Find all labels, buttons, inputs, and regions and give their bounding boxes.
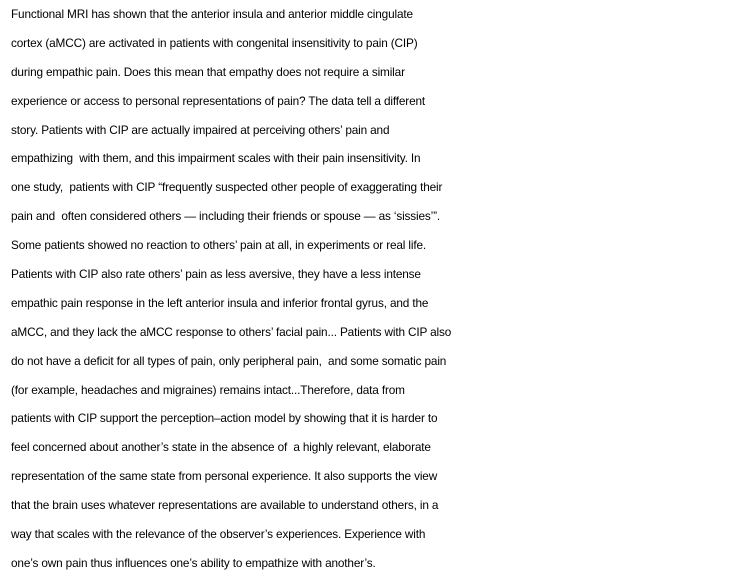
text-line: experience or access to personal representations of pain? The data tell a different — [11, 93, 426, 108]
text-line: one study, patients with CIP “frequently suspected other people of exaggerating their — [11, 180, 443, 195]
text-line: empathizing with them, and this impairment scales with their pain insensitivity. In — [11, 151, 421, 166]
text-line: that the brain uses whatever representations are available to understand others, in a — [11, 498, 439, 513]
text-line: one’s own pain thus influences one’s ability to empathize with another’s. — [11, 555, 376, 570]
text-line: story. Patients with CIP are actually impaired at perceiving others’ pain and — [11, 122, 390, 137]
text-line: Some patients showed no reaction to others’ pain at all, in experiments or real life. — [11, 238, 427, 253]
text-line: representation of the same state from personal experience. It also supports the view — [11, 469, 438, 484]
paragraph — [11, 0, 742, 578]
text-line: patients with CIP support the perception–action model by showing that it is harder to — [11, 411, 438, 426]
text-line: Functional MRI has shown that the anterior insula and anterior middle cingulate — [11, 7, 413, 21]
text-line: aMCC, and they lack the aMCC response to others’ facial pain... Patients with CIP also — [11, 324, 452, 339]
text-line: Patients with CIP also rate others’ pain as less aversive, they have a less intense — [11, 267, 421, 282]
text-line: during empathic pain. Does this mean that empathy does not require a similar — [11, 64, 405, 79]
text-line: feel concerned about another’s state in the absence of a highly relevant, elaborate — [11, 440, 431, 455]
text-line: way that scales with the relevance of the observer’s experiences. Experience with — [11, 527, 426, 542]
text-line: (for example, headaches and migraines) remains intact...Therefore, data from — [11, 382, 405, 397]
text-line: pain and often considered others — including their friends or spouse — as ‘sissies’”. — [11, 209, 441, 224]
text-line: empathic pain response in the left anterior insula and inferior frontal gyrus, and the — [11, 295, 429, 310]
text-line: do not have a deficit for all types of pain, only peripheral pain, and some somatic pain — [11, 353, 447, 368]
text-line: cortex (aMCC) are activated in patients with congenital insensitivity to pain (CIP) — [11, 35, 418, 50]
